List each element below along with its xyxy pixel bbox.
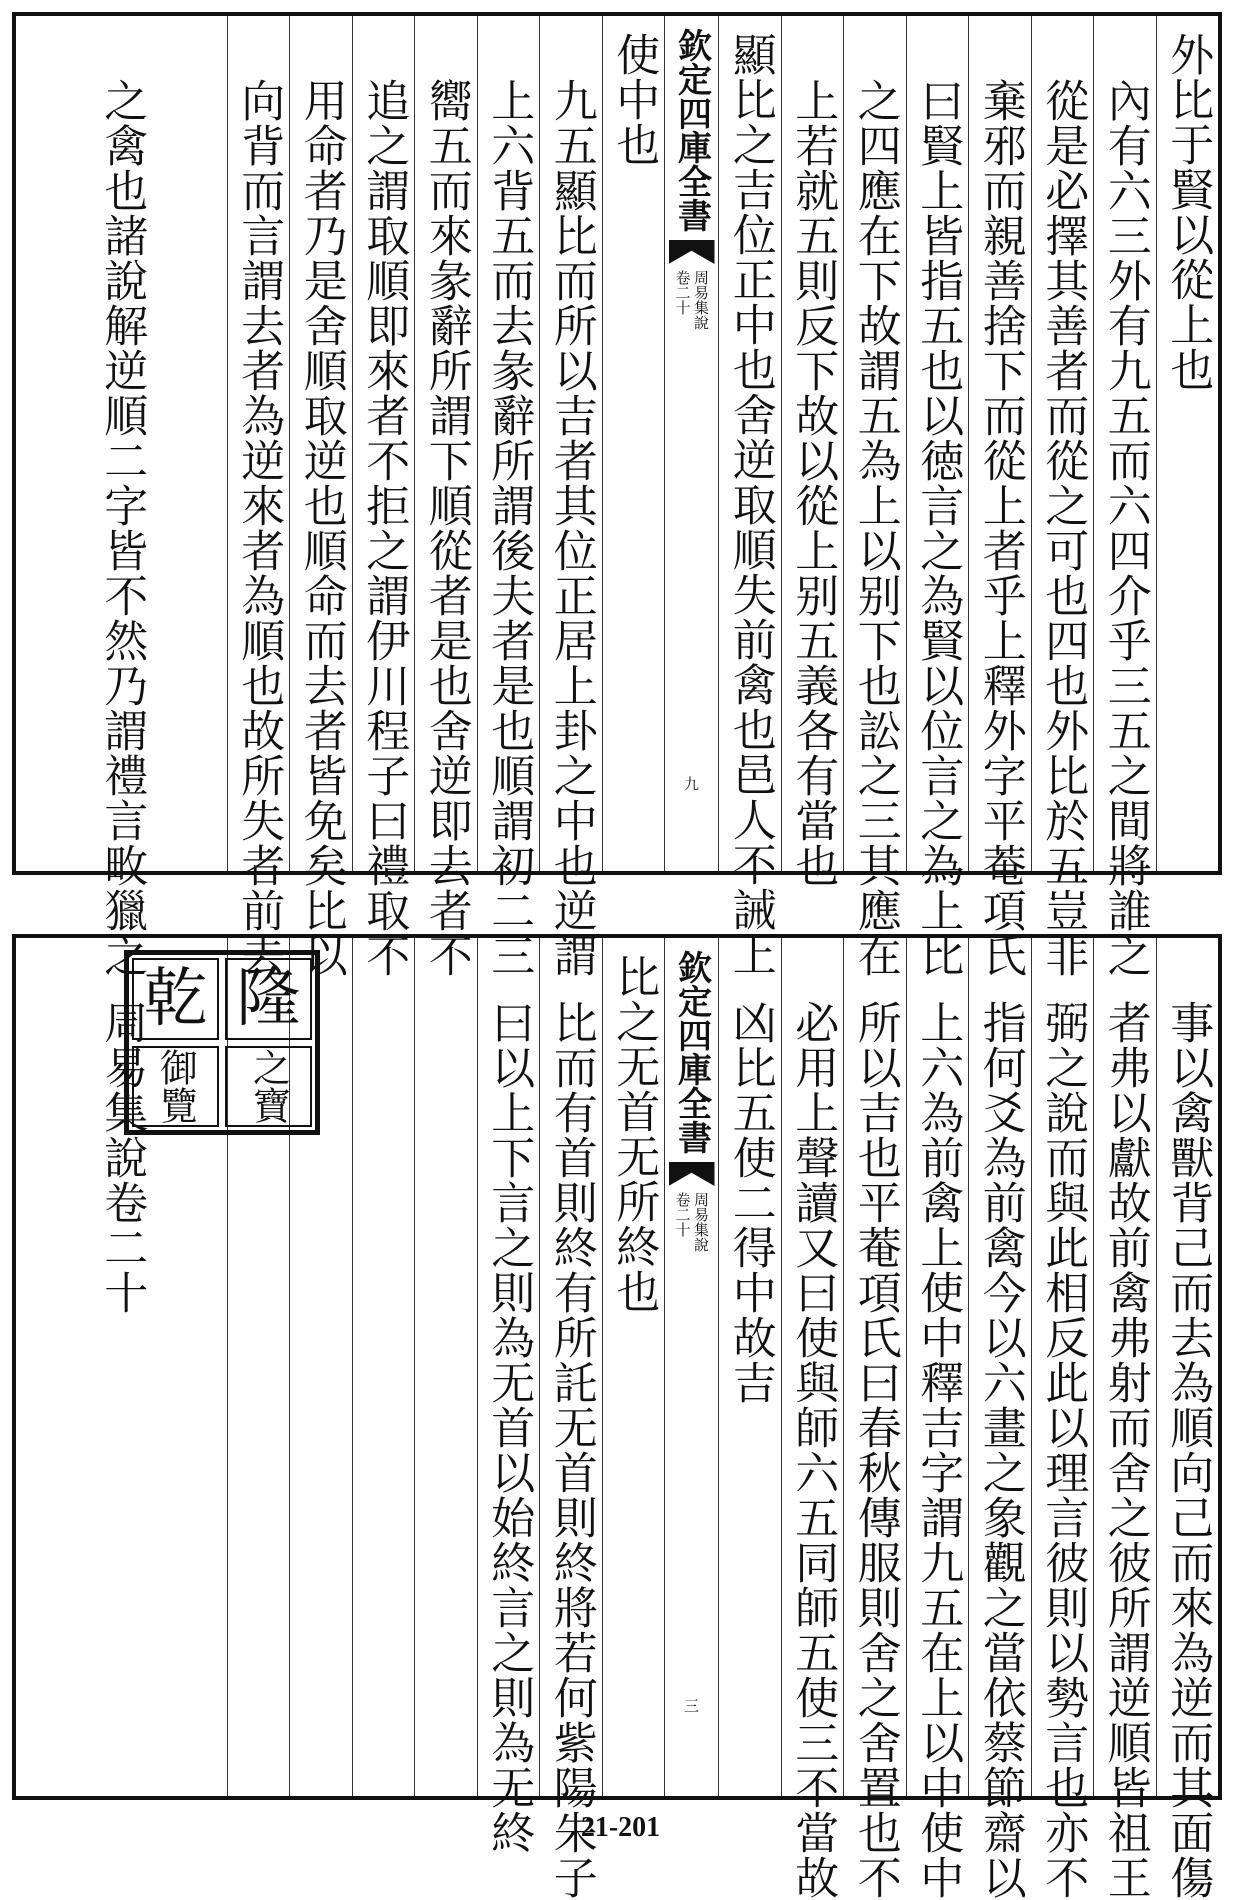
text-column bbox=[1093, 16, 1156, 978]
column-text: 內有六三外有九五而六四介乎三五之間將誰之 bbox=[1099, 78, 1151, 978]
top-page bbox=[12, 12, 1222, 978]
text-column bbox=[1156, 938, 1219, 1900]
collection-title: 欽定四庫全書 bbox=[671, 950, 712, 1154]
seal-character: 乾 bbox=[132, 958, 219, 1040]
column-text: 棄邪而親善捨下而從上者乎上釋外字平菴項氏 bbox=[974, 78, 1026, 978]
text-column bbox=[539, 938, 602, 1900]
column-text: 比之无首无所終也 bbox=[608, 954, 660, 1314]
top-page-columns bbox=[16, 16, 1218, 978]
text-column bbox=[1093, 938, 1156, 1900]
book-title: 周易集說 bbox=[692, 1192, 710, 1252]
column-text: 所以吉也平菴項氏曰春秋傳服則舍之舍置也不 bbox=[849, 1000, 901, 1900]
seal-character: 御覽 bbox=[132, 1046, 219, 1128]
page-reference: 21-201 bbox=[580, 1812, 661, 1843]
seal-character: 隆 bbox=[225, 958, 312, 1040]
column-text: 周易集說卷二十 bbox=[96, 1000, 148, 1315]
column-text: 追之謂取順即來者不拒之謂伊川程子曰禮取不 bbox=[358, 78, 410, 978]
text-column bbox=[968, 938, 1031, 1900]
column-text: 事以禽獸背己而去為順向己而來為逆而其面傷 bbox=[1162, 1000, 1214, 1900]
text-column bbox=[602, 16, 665, 871]
text-column bbox=[968, 16, 1031, 978]
text-column bbox=[906, 16, 969, 978]
column-text: 外比于賢以從上也 bbox=[1162, 32, 1214, 392]
leaf-number: 三 bbox=[682, 1698, 700, 1713]
book-title: 周易集說 bbox=[692, 270, 710, 330]
column-text: 向背而言謂去者為逆來者為順也故所失者前去 bbox=[233, 78, 285, 978]
center-gutter bbox=[664, 938, 718, 1796]
text-column bbox=[16, 16, 227, 978]
imperial-seal bbox=[124, 950, 320, 1135]
column-text: 用命者乃是舍順取逆也順命而去者皆免矣比以 bbox=[295, 78, 347, 978]
column-text: 比而有首則終有所託无首則終將若何紫陽朱子 bbox=[545, 1000, 597, 1900]
text-column bbox=[906, 938, 969, 1900]
text-column bbox=[477, 938, 540, 1855]
column-text: 必用上聲讀又曰使與師六五同師五使三不當故 bbox=[787, 1000, 839, 1900]
text-column bbox=[718, 16, 781, 977]
text-column bbox=[352, 938, 415, 1796]
column-text: 使中也 bbox=[608, 32, 660, 167]
column-text: 上六背五而去彖辭所謂後夫者是也順謂初二三 bbox=[483, 78, 535, 978]
column-text: 從是必擇其善者而從之可也四也外比於五豈非 bbox=[1037, 78, 1089, 978]
text-column bbox=[1031, 16, 1094, 978]
text-column bbox=[414, 16, 477, 978]
text-column bbox=[781, 16, 844, 888]
column-text: 之禽也諸說解逆順二字皆不然乃謂禮言畋獵之 bbox=[96, 78, 148, 978]
column-text: 曰賢上皆指五也以徳言之為賢以位言之為上比 bbox=[912, 78, 964, 978]
text-column bbox=[1156, 16, 1219, 871]
fishtail-mark bbox=[669, 240, 715, 264]
column-text: 顯比之吉位正中也舍逆取順失前禽也邑人不誡上 bbox=[724, 32, 776, 977]
column-text: 九五顯比而所以吉者其位正居上卦之中也逆謂 bbox=[545, 78, 597, 978]
book-label bbox=[674, 1192, 709, 1252]
text-column bbox=[414, 938, 477, 1796]
fishtail-mark bbox=[669, 1162, 715, 1186]
collection-title: 欽定四庫全書 bbox=[671, 28, 712, 232]
text-column bbox=[843, 16, 906, 978]
column-text: 曰以上下言之則為无首以始終言之則為无終 bbox=[483, 1000, 535, 1855]
gutter-content bbox=[665, 938, 718, 1796]
column-text: 嚮五而來彖辭所謂下順從者是也舍逆即去者不 bbox=[420, 78, 472, 978]
column-text: 上六為前禽上使中釋吉字謂九五在上以中使中 bbox=[912, 1000, 964, 1900]
text-column bbox=[352, 16, 415, 978]
text-column bbox=[843, 938, 906, 1900]
text-column bbox=[227, 16, 290, 978]
text-column bbox=[1031, 938, 1094, 1900]
column-text: 凶比五使二得中故吉 bbox=[724, 1000, 776, 1405]
text-column bbox=[602, 938, 665, 1796]
gutter-content bbox=[665, 16, 718, 871]
text-column bbox=[477, 16, 540, 978]
column-text: 之四應在下故謂五為上以别下也訟之三其應在 bbox=[849, 78, 901, 978]
column-text: 弼之說而與此相反此以理言彼則以勢言也亦不 bbox=[1037, 1000, 1089, 1900]
text-column bbox=[718, 938, 781, 1796]
column-text: 者弗以獻故前禽弗射而舍之彼所謂逆順皆祖王 bbox=[1099, 1000, 1151, 1900]
leaf-number: 九 bbox=[682, 776, 700, 791]
column-text: 上若就五則反下故以從上别五義各有當也 bbox=[787, 78, 839, 888]
column-text: 指何爻為前禽今以六畫之象觀之當依蔡節齋以 bbox=[974, 1000, 1026, 1900]
volume-label: 卷二十 bbox=[673, 1192, 692, 1237]
text-column bbox=[539, 16, 602, 978]
text-column bbox=[781, 938, 844, 1900]
book-label bbox=[674, 270, 709, 330]
text-column bbox=[289, 16, 352, 978]
volume-label: 卷二十 bbox=[673, 270, 692, 315]
seal-character: 之寶 bbox=[225, 1046, 312, 1128]
center-gutter bbox=[664, 16, 718, 871]
